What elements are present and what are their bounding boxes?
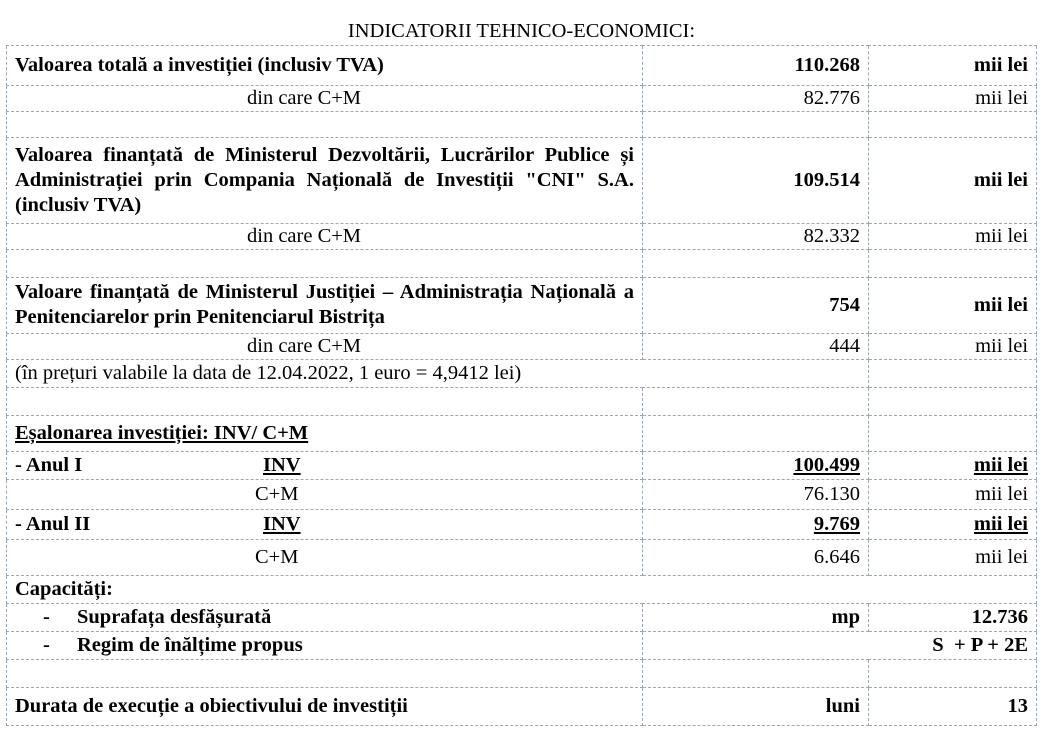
table-row bbox=[7, 451, 1037, 479]
year-2-inv-value: 9.769 bbox=[643, 509, 869, 539]
capacity-1-label: Suprafața desfășurată bbox=[77, 606, 272, 628]
spacer-row bbox=[7, 111, 1037, 137]
table-row bbox=[7, 631, 1037, 659]
year-1-cm-value: 76.130 bbox=[643, 479, 869, 509]
total-cm-value: 82.776 bbox=[643, 85, 869, 111]
duration-unit: luni bbox=[643, 687, 869, 725]
year-2-cm-unit: mii lei bbox=[869, 539, 1037, 575]
mdlpa-label: Valoarea finanțată de Ministerul Dezvoltării, Lucrărilor Publice și Administrației prin Compania Națională de Investiții "CNI" S.A. (inclusiv TVA) bbox=[7, 137, 643, 223]
table-row bbox=[7, 415, 1037, 451]
total-unit: mii lei bbox=[869, 45, 1037, 85]
table-row bbox=[7, 539, 1037, 575]
table-row bbox=[7, 575, 1037, 603]
year-1-label: - Anul I bbox=[15, 454, 83, 476]
table-row bbox=[7, 603, 1037, 631]
total-cm-label: din care C+M bbox=[7, 85, 643, 111]
table-row bbox=[7, 277, 1037, 333]
table-row bbox=[7, 687, 1037, 725]
year-2-inv-label: INV bbox=[263, 513, 301, 535]
capacity-2-dash: - bbox=[43, 634, 50, 656]
duration-label: Durata de execuție a obiectivului de investiții bbox=[7, 687, 643, 725]
table-row bbox=[7, 85, 1037, 111]
capacities-heading: Capacități: bbox=[7, 575, 1037, 603]
table-row bbox=[7, 333, 1037, 359]
capacity-2-label: Regim de înălțime propus bbox=[77, 634, 303, 656]
mj-unit: mii lei bbox=[869, 277, 1037, 333]
capacity-1-value: 12.736 bbox=[869, 603, 1037, 631]
year-1-inv-unit: mii lei bbox=[869, 451, 1037, 479]
total-value: 110.268 bbox=[643, 45, 869, 85]
year-2-cm-label: C+M bbox=[255, 546, 299, 568]
capacity-2-value: S + P + 2E bbox=[643, 631, 1037, 659]
capacity-1-unit: mp bbox=[643, 603, 869, 631]
schedule-heading: Eșalonarea investiției: INV/ C+M bbox=[7, 415, 643, 451]
spacer-row bbox=[7, 249, 1037, 277]
total-label: Valoarea totală a investiției (inclusiv TVA) bbox=[7, 45, 643, 85]
title-row bbox=[7, 11, 1037, 45]
year-1-inv-label: INV bbox=[263, 454, 301, 476]
capacity-1-dash: - bbox=[43, 606, 50, 628]
year-1-cm-unit: mii lei bbox=[869, 479, 1037, 509]
mdlpa-cm-unit: mii lei bbox=[869, 223, 1037, 249]
mdlpa-value: 109.514 bbox=[643, 137, 869, 223]
price-note: (în prețuri valabile la data de 12.04.2022, 1 euro = 4,9412 lei) bbox=[7, 359, 869, 387]
duration-value: 13 bbox=[869, 687, 1037, 725]
mj-cm-value: 444 bbox=[643, 333, 869, 359]
table-title: INDICATORII TEHNICO-ECONOMICI: bbox=[7, 11, 1037, 45]
table-row bbox=[7, 509, 1037, 539]
indicators-table bbox=[6, 11, 1037, 726]
mj-cm-unit: mii lei bbox=[869, 333, 1037, 359]
mdlpa-cm-value: 82.332 bbox=[643, 223, 869, 249]
year-2-label: - Anul II bbox=[15, 513, 91, 535]
mj-value: 754 bbox=[643, 277, 869, 333]
year-1-cm-label: C+M bbox=[255, 483, 299, 505]
table-row bbox=[7, 137, 1037, 223]
total-cm-unit: mii lei bbox=[869, 85, 1037, 111]
mj-label: Valoare finanțată de Ministerul Justiției – Administrația Națională a Penitenciarelor prin Penitenciarul Bistrița bbox=[7, 277, 643, 333]
mdlpa-cm-label: din care C+M bbox=[7, 223, 643, 249]
mj-cm-label: din care C+M bbox=[7, 333, 643, 359]
table-row bbox=[7, 223, 1037, 249]
year-2-cm-value: 6.646 bbox=[643, 539, 869, 575]
spacer-row bbox=[7, 387, 1037, 415]
table-row bbox=[7, 45, 1037, 85]
table-row bbox=[7, 479, 1037, 509]
mdlpa-unit: mii lei bbox=[869, 137, 1037, 223]
table-row bbox=[7, 359, 1037, 387]
spacer-row bbox=[7, 659, 1037, 687]
year-2-inv-unit: mii lei bbox=[869, 509, 1037, 539]
year-1-inv-value: 100.499 bbox=[643, 451, 869, 479]
